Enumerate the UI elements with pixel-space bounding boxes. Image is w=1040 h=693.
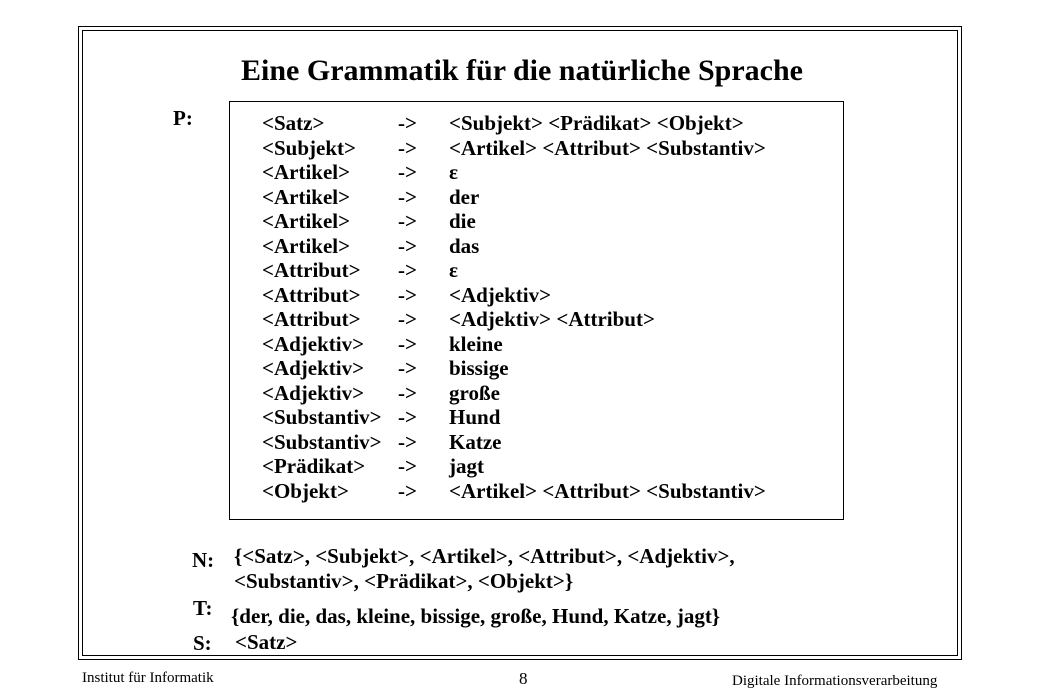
rule-rhs: das <box>449 233 480 258</box>
rule-rhs: ε <box>449 160 458 184</box>
rule-rhs: ε <box>449 258 458 282</box>
footer-institute: Institut für Informatik <box>82 670 214 686</box>
nonterminals-line-2: <Substantiv>, <Prädikat>, <Objekt>} <box>234 569 574 593</box>
rule-lhs: <Attribut> <box>262 307 361 331</box>
rule-rhs: bissige <box>449 356 509 380</box>
rule-rhs: <Subjekt> <Prädikat> <Objekt> <box>449 111 744 135</box>
rule-rhs: Hund <box>449 405 501 429</box>
rule-arrow: -> <box>398 233 417 258</box>
rule-rhs: Katze <box>449 429 502 454</box>
nonterminals-line-1: {<Satz>, <Subjekt>, <Artikel>, <Attribut>, <Adjektiv>, <box>234 544 735 568</box>
rule-lhs: <Artikel> <box>262 209 351 233</box>
rule-lhs: <Prädikat> <box>262 454 366 478</box>
rule-lhs: <Adjektiv> <box>262 380 365 405</box>
rule-arrow: -> <box>398 380 417 405</box>
rule-lhs: <Objekt> <box>262 478 349 503</box>
rule-lhs: <Adjektiv> <box>262 356 365 380</box>
rule-lhs: <Substantiv> <box>262 405 382 429</box>
rule-arrow: -> <box>398 282 417 307</box>
rule-arrow: -> <box>398 331 417 356</box>
start-symbol-label: S: <box>193 631 212 655</box>
rule-lhs: <Artikel> <box>262 160 351 184</box>
rule-arrow: -> <box>398 429 417 454</box>
rule-arrow: -> <box>398 454 417 478</box>
rule-arrow: -> <box>398 258 417 282</box>
rule-lhs: <Adjektiv> <box>262 331 365 356</box>
footer-page-number: 8 <box>519 669 528 688</box>
rule-rhs: <Adjektiv> <box>449 282 552 307</box>
rule-lhs: <Artikel> <box>262 184 351 209</box>
rule-lhs: <Artikel> <box>262 233 351 258</box>
rule-rhs: die <box>449 209 476 233</box>
rule-arrow: -> <box>398 135 417 160</box>
rule-arrow: -> <box>398 405 417 429</box>
rule-rhs: <Artikel> <Attribut> <Substantiv> <box>449 478 766 503</box>
rule-arrow: -> <box>398 209 417 233</box>
rule-lhs: <Attribut> <box>262 258 361 282</box>
footer-course: Digitale Informationsverarbeitung <box>732 673 938 689</box>
slide-title: Eine Grammatik für die natürliche Sprache <box>241 54 803 87</box>
productions-label: P: <box>173 106 193 130</box>
rule-lhs: <Satz> <box>262 111 325 135</box>
rule-lhs: <Substantiv> <box>262 429 382 454</box>
rule-arrow: -> <box>398 307 417 331</box>
rule-rhs: jagt <box>449 454 484 478</box>
rule-arrow: -> <box>398 160 417 184</box>
rule-lhs: <Attribut> <box>262 282 361 307</box>
rule-rhs: kleine <box>449 331 503 356</box>
rule-lhs: <Subjekt> <box>262 135 356 160</box>
rule-rhs: <Artikel> <Attribut> <Substantiv> <box>449 135 766 160</box>
rule-arrow: -> <box>398 184 417 209</box>
nonterminals-label: N: <box>192 548 215 572</box>
rule-rhs: große <box>449 380 500 405</box>
rule-arrow: -> <box>398 356 417 380</box>
rule-arrow: -> <box>398 111 417 135</box>
rule-arrow: -> <box>398 478 417 503</box>
start-symbol: <Satz> <box>235 630 298 654</box>
rule-rhs: <Adjektiv> <Attribut> <box>449 307 655 331</box>
rule-rhs: der <box>449 184 480 209</box>
terminals-label: T: <box>193 596 213 620</box>
terminals-set: {der, die, das, kleine, bissige, große, Hund, Katze, jagt} <box>231 604 721 628</box>
